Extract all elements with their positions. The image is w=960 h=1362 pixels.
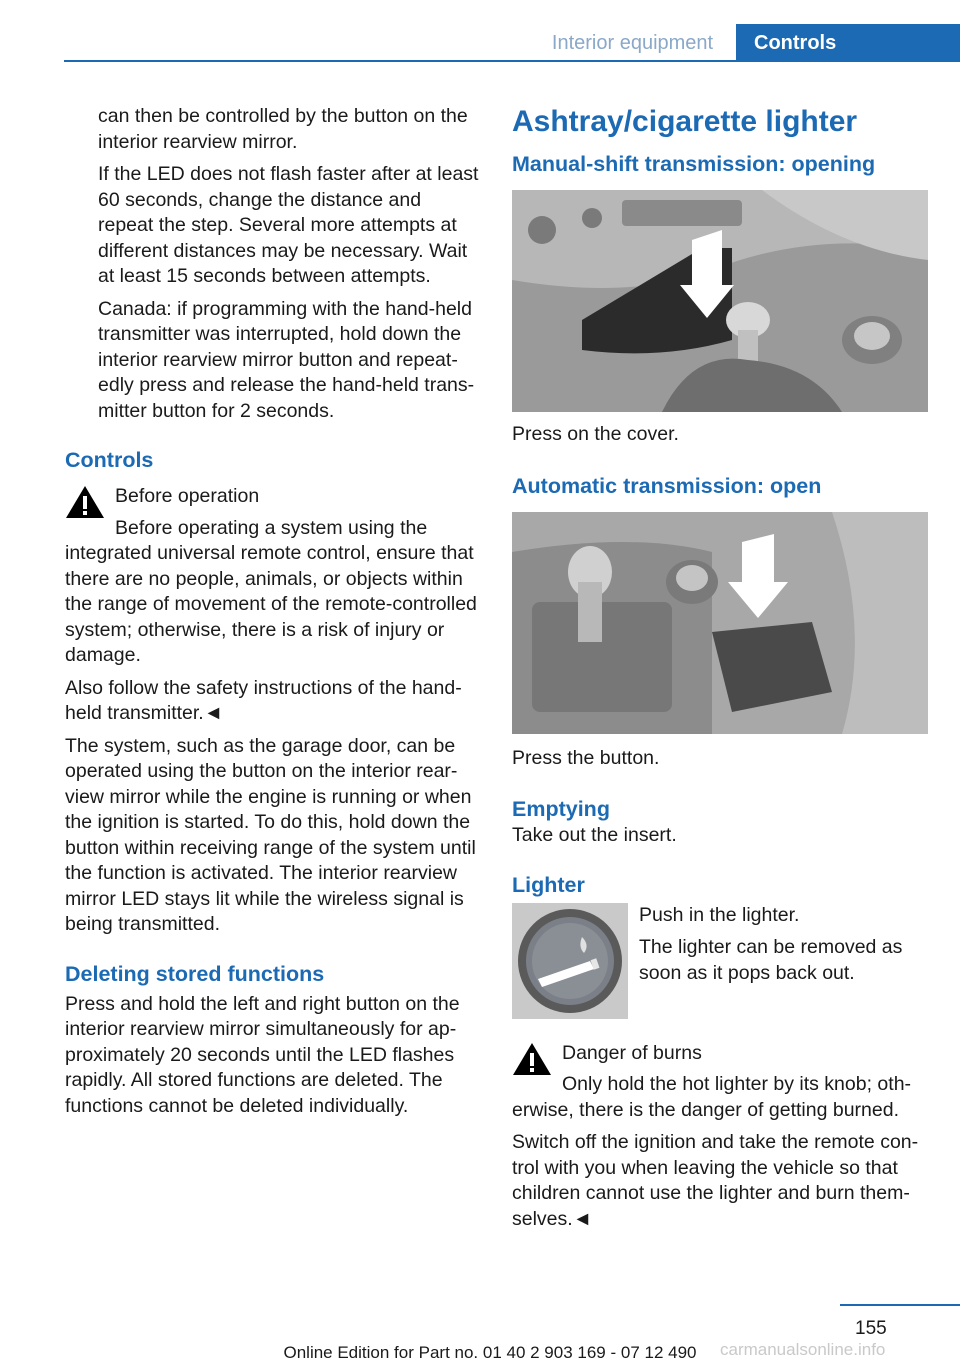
warning-block <box>65 484 481 669</box>
warning-title: Before operation <box>115 485 260 507</box>
paragraph: can then be controlled by the button on the interior rearview mirror. <box>98 105 468 153</box>
warning-icon <box>512 1041 552 1077</box>
paragraph: Switch off the ignition and take the remote con-trol with you when leaving the vehicle so that children cannot use the lighter and burn them-selves.◄ <box>512 1131 919 1230</box>
warning-body: Only hold the hot lighter by its knob; oth-erwise, there is the danger of getting burned. <box>512 1073 912 1121</box>
left-column <box>65 104 481 1126</box>
photo-caption: Press on the cover. <box>512 423 679 445</box>
warning-title: Danger of burns <box>562 1041 702 1064</box>
paragraph: If the LED does not flash faster after at least 60 seconds, change the distance and repeat the step. Several more attempts at different distances may be necessary. Wait at least 15 seconds between attempts. <box>98 163 479 287</box>
footer-rule <box>840 1304 960 1306</box>
warning-body: Before operating a system using the integrated universal remote control, ensure that there are no people, animals, or objects within the range of movement of the remote-controlled system; otherwise, there is a risk of injury or damage. <box>65 516 477 666</box>
photo-caption: Press the button. <box>512 746 660 769</box>
footer-edition: Online Edition for Part no. 01 40 2 903 169 - 07 12 490 <box>283 1343 697 1362</box>
section-heading-manual: Manual-shift transmission: opening <box>512 152 876 176</box>
paragraph: The system, such as the garage door, can be operated using the button on the interior rear-view mirror while the engine is running or when the ignition is started. To do this, hold down the button within receiving range of the system until the function is activated. The interior rearview mirror LED stays lit while the wireless signal is being transmitted. <box>65 734 476 935</box>
section-heading-automatic: Automatic transmission: open <box>512 473 822 498</box>
paragraph: The lighter can be removed as soon as it pops back out. <box>639 936 903 984</box>
lighter-text <box>639 903 929 994</box>
lighter-block <box>512 903 930 1021</box>
watermark: carmanualsonline.info <box>720 1340 886 1359</box>
section-heading-controls: Controls <box>65 448 154 472</box>
paragraph: Canada: if programming with the hand-held transmitter was interrupted, hold down the interior rearview mirror button and repeat-edly press and release the hand-held trans-mitter button for 2 seconds. <box>98 297 475 422</box>
section-heading-deleting: Deleting stored functions <box>65 961 325 986</box>
header-rule <box>64 60 960 62</box>
right-column <box>512 104 930 1239</box>
paragraph: Also follow the safety instructions of the hand-held transmitter.◄ <box>65 676 462 724</box>
section-heading-lighter: Lighter <box>512 872 585 897</box>
page-number: 155 <box>855 1318 887 1339</box>
warning-icon <box>65 484 105 520</box>
paragraph: Take out the insert. <box>512 824 677 846</box>
paragraph: Press and hold the left and right button on the interior rearview mirror simultaneously for ap-proximately 20 seconds until the LED flashes rapidly. All stored functions are deleted. The functions cannot be deleted individually. <box>65 992 460 1117</box>
automatic-transmission-photo <box>512 512 928 734</box>
cigarette-lighter-icon <box>512 903 628 1019</box>
manual-transmission-photo <box>512 190 928 412</box>
header-section-title: Interior equipment <box>551 32 714 54</box>
page-title: Ashtray/cigarette lighter <box>512 105 858 138</box>
paragraph: Push in the lighter. <box>639 903 800 926</box>
header-tab-controls: Controls <box>736 24 960 62</box>
warning-block-burns <box>512 1041 930 1124</box>
section-heading-emptying: Emptying <box>512 797 610 821</box>
